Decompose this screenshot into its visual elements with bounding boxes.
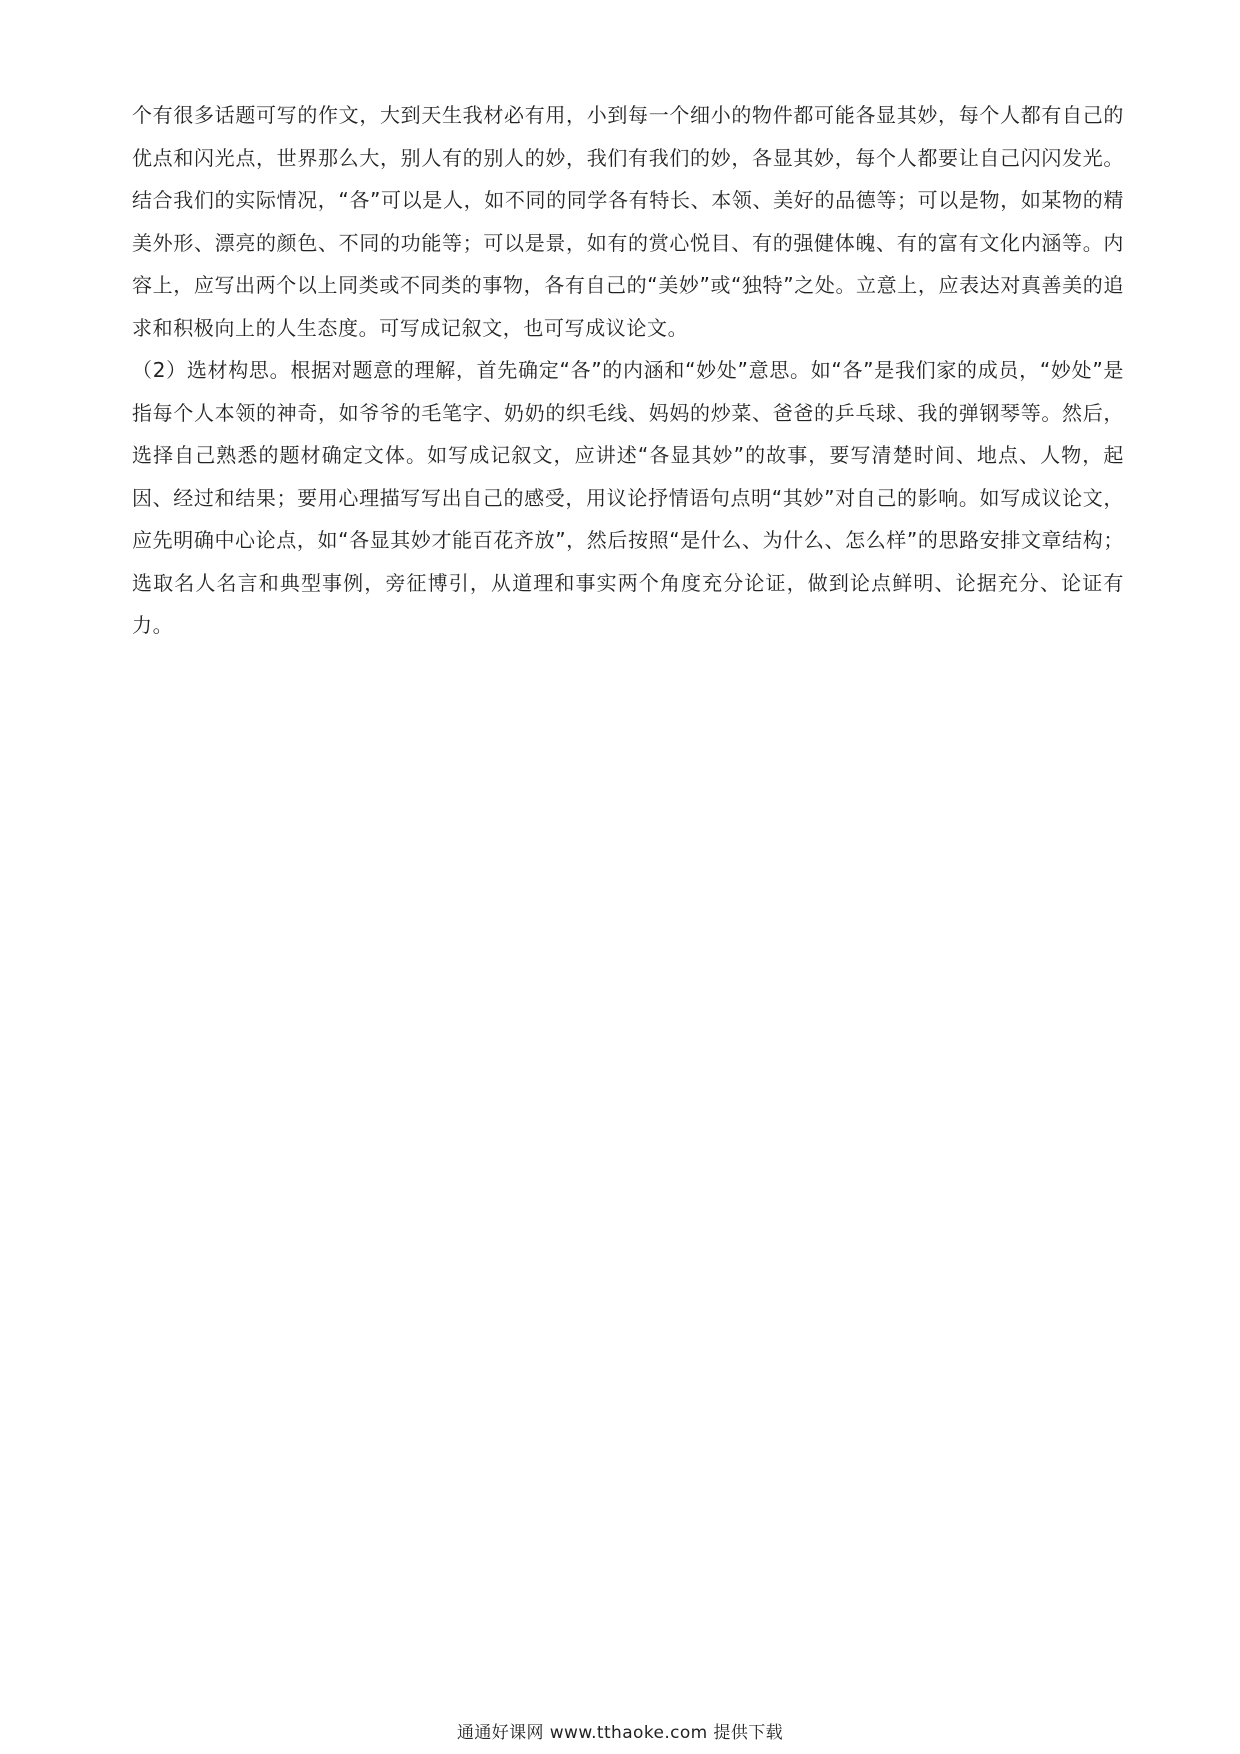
document-body	[132, 94, 1124, 647]
paragraph-material-selection: （2）选材构思。根据对题意的理解，首先确定“各”的内涵和“妙处”意思。如“各”是我们家的成员，“妙处”是指每个人本领的神奇，如爷爷的毛笔字、奶奶的织毛线、妈妈的炒菜、爸爸的乒乓球、我的弹钢琴等。然后，选择自己熟悉的题材确定文体。如写成记叙文，应讲述“各显其妙”的故事，要写清楚时间、地点、人物，起因、经过和结果；要用心理描写写出自己的感受，用议论抒情语句点明“其妙”对自己的影响。如写成议论文，应先明确中心论点，如“各显其妙才能百花齐放”，然后按照“是什么、为什么、怎么样”的思路安排文章结构；选取名人名言和典型事例，旁征博引，从道理和事实两个角度充分论证，做到论点鲜明、论据充分、论证有力。	[132, 358, 1124, 637]
paragraph-topic-analysis: 个有很多话题可写的作文，大到天生我材必有用，小到每一个细小的物件都可能各显其妙，每个人都有自己的优点和闪光点，世界那么大，别人有的别人的妙，我们有我们的妙，各显其妙，每个人都要让自己闪闪发光。结合我们的实际情况，“各”可以是人，如不同的同学各有特长、本领、美好的品德等；可以是物，如某物的精美外形、漂亮的颜色、不同的功能等；可以是景，如有的赏心悦目、有的强健体魄、有的富有文化内涵等。内容上，应写出两个以上同类或不同类的事物，各有自己的“美妙”或“独特”之处。立意上，应表达对真善美的追求和积极向上的人生态度。可写成记叙文，也可写成议论文。	[132, 103, 1124, 340]
page-footer: 通通好课网 www.tthaoke.com 提供下载	[456, 1723, 784, 1743]
